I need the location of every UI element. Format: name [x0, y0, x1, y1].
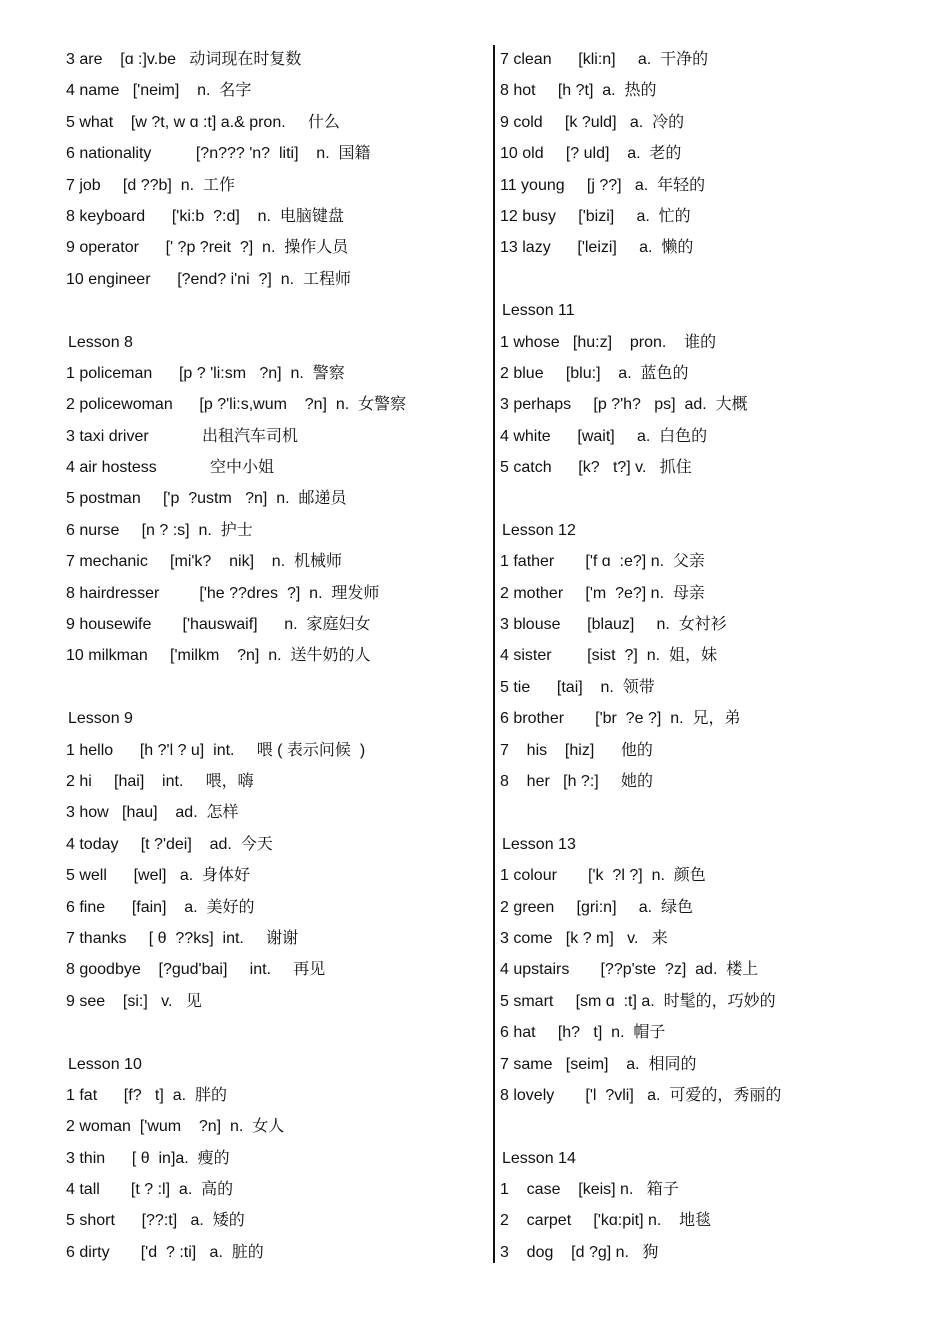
vocab-entry: 6 hat [h? t] n. 帽子 — [500, 1024, 666, 1042]
blank-line — [500, 1111, 940, 1142]
lesson-heading: Lesson 11 — [502, 302, 575, 320]
vocab-entry: 8 her [h ?:] 她的 — [500, 772, 653, 790]
vocab-entry: 9 cold [k ?uld] a. 冷的 — [500, 113, 685, 131]
vocab-entry: 7 thanks [ θ ??ks] int. 谢谢 — [66, 929, 299, 947]
vocab-entry: 5 short [??:t] a. 矮的 — [66, 1212, 245, 1230]
vocab-entry: 5 catch [k? t?] v. 抓住 — [500, 459, 692, 477]
left-column — [66, 44, 476, 1268]
lesson-heading: Lesson 8 — [68, 333, 133, 351]
vocab-entry: 10 old [? uld] a. 老的 — [500, 145, 682, 163]
vocab-entry: 5 smart [sm ɑ :t] a. 时髦的，巧妙的 — [500, 992, 776, 1010]
vocab-entry: 11 young [j ??] a. 年轻的 — [500, 176, 706, 194]
vocab-entry: 6 dirty ['d ? :ti] a. 脏的 — [66, 1243, 264, 1261]
blank-line — [500, 797, 940, 828]
vocab-entry: 6 nationality [?n??? 'n? liti] n. 国籍 — [66, 145, 371, 163]
vocab-entry: 9 see [si:] v. 见 — [66, 992, 202, 1010]
vocab-entry: 4 air hostess 空中小姐 — [66, 459, 275, 477]
vocab-entry: 4 name ['neim] n. 名字 — [66, 82, 252, 100]
vocab-entry: 1 case [keis] n. 箱子 — [500, 1181, 679, 1199]
vocab-entry: 4 upstairs [??p'ste ?z] ad. 楼上 — [500, 961, 759, 979]
blank-line — [500, 483, 940, 514]
vocab-entry: 7 his [hiz] 他的 — [500, 741, 653, 759]
vocab-entry: 7 mechanic [mi'k? nik] n. 机械师 — [66, 553, 343, 571]
vocab-entry: 1 father ['f ɑ :e?] n. 父亲 — [500, 553, 705, 571]
vocab-entry: 1 policeman [p ? 'li:sm ?n] n. 警察 — [66, 364, 345, 382]
right-column — [500, 44, 940, 1268]
column-divider — [493, 45, 495, 1263]
vocab-entry: 13 lazy ['leizi] a. 懒的 — [500, 239, 694, 257]
vocab-entry: 2 hi [hai] int. 喂，嗨 — [66, 772, 254, 790]
vocab-entry: 5 postman ['p ?ustm ?n] n. 邮递员 — [66, 490, 347, 508]
vocab-entry: 8 hairdresser ['he ??dres ?] n. 理发师 — [66, 584, 380, 602]
lesson-heading: Lesson 13 — [502, 835, 576, 853]
lesson-heading: Lesson 9 — [68, 710, 133, 728]
vocab-entry: 3 thin [ θ in]a. 瘦的 — [66, 1149, 230, 1167]
vocab-entry: 7 clean [kli:n] a. 干净的 — [500, 51, 709, 68]
vocab-entry: 6 nurse [n ? :s] n. 护士 — [66, 521, 253, 539]
vocab-entry: 5 what [w ?t, w ɑ :t] a.& pron. 什么 — [66, 113, 340, 131]
blank-line — [500, 264, 940, 295]
vocab-entry: 1 whose [hu:z] pron. 谁的 — [500, 333, 717, 351]
vocab-entry: 3 how [hau] ad. 怎样 — [66, 804, 239, 822]
vocab-entry: 7 job [d ??b] n. 工作 — [66, 176, 235, 194]
vocab-entry: 2 blue [blu:] a. 蓝色的 — [500, 364, 689, 382]
lesson-heading: Lesson 14 — [502, 1149, 576, 1167]
vocab-entry: 9 operator [' ?p ?reit ?] n. 操作人员 — [66, 239, 349, 257]
vocab-entry: 3 are [ɑ :]v.be 动词现在时复数 — [66, 51, 302, 68]
vocab-entry: 3 come [k ? m] v. 来 — [500, 929, 668, 947]
vocab-entry: 1 fat [f? t] a. 胖的 — [66, 1086, 227, 1104]
vocab-entry: 12 busy ['bizi] a. 忙的 — [500, 207, 691, 225]
vocab-entry: 8 hot [h ?t] a. 热的 — [500, 82, 657, 100]
vocab-entry: 2 policewoman [p ?'li:s,wum ?n] n. 女警察 — [66, 396, 407, 414]
vocab-entry: 1 hello [h ?'l ? u] int. 喂 ( 表示问候 ) — [66, 741, 366, 759]
vocab-entry: 5 well [wel] a. 身体好 — [66, 867, 251, 885]
vocab-entry: 2 mother ['m ?e?] n. 母亲 — [500, 584, 705, 602]
vocab-entry: 3 dog [d ?g] n. 狗 — [500, 1243, 659, 1261]
lesson-heading: Lesson 10 — [68, 1055, 142, 1073]
vocab-entry: 10 milkman ['milkm ?n] n. 送牛奶的人 — [66, 647, 371, 665]
blank-line — [66, 672, 476, 703]
vocab-entry: 7 same [seim] a. 相同的 — [500, 1055, 697, 1073]
vocab-entry: 4 sister [sist ?] n. 姐，妹 — [500, 647, 717, 665]
vocab-entry: 2 carpet ['kɑ:pit] n. 地毯 — [500, 1212, 712, 1230]
vocab-entry: 6 fine [fain] a. 美好的 — [66, 898, 255, 916]
vocab-entry: 8 keyboard ['ki:b ?:d] n. 电脑键盘 — [66, 207, 344, 225]
vocab-entry: 5 tie [tai] n. 领带 — [500, 678, 655, 696]
vocab-entry: 8 lovely ['l ?vli] a. 可爱的，秀丽的 — [500, 1086, 782, 1104]
vocab-entry: 3 perhaps [p ?'h? ps] ad. 大概 — [500, 396, 748, 414]
vocab-entry: 2 woman ['wum ?n] n. 女人 — [66, 1118, 285, 1136]
vocab-entry: 3 blouse [blauz] n. 女衬衫 — [500, 616, 727, 634]
vocab-entry: 4 white [wait] a. 白色的 — [500, 427, 708, 445]
vocab-entry: 9 housewife ['hauswaif] n. 家庭妇女 — [66, 616, 371, 634]
vocab-entry: 10 engineer [?end? i'ni ?] n. 工程师 — [66, 270, 351, 288]
vocab-entry: 4 today [t ?'dei] ad. 今天 — [66, 835, 273, 853]
blank-line — [66, 1017, 476, 1048]
blank-line — [66, 295, 476, 326]
vocab-entry: 8 goodbye [?gud'bai] int. 再见 — [66, 961, 326, 979]
vocab-entry: 4 tall [t ? :l] a. 高的 — [66, 1181, 234, 1199]
lesson-heading: Lesson 12 — [502, 521, 576, 539]
vocab-entry: 3 taxi driver 出租汽车司机 — [66, 427, 299, 445]
vocab-entry: 1 colour ['k ?l ?] n. 颜色 — [500, 867, 706, 885]
vocab-entry: 2 green [gri:n] a. 绿色 — [500, 898, 693, 916]
vocab-entry: 6 brother ['br ?e ?] n. 兄，弟 — [500, 710, 741, 728]
